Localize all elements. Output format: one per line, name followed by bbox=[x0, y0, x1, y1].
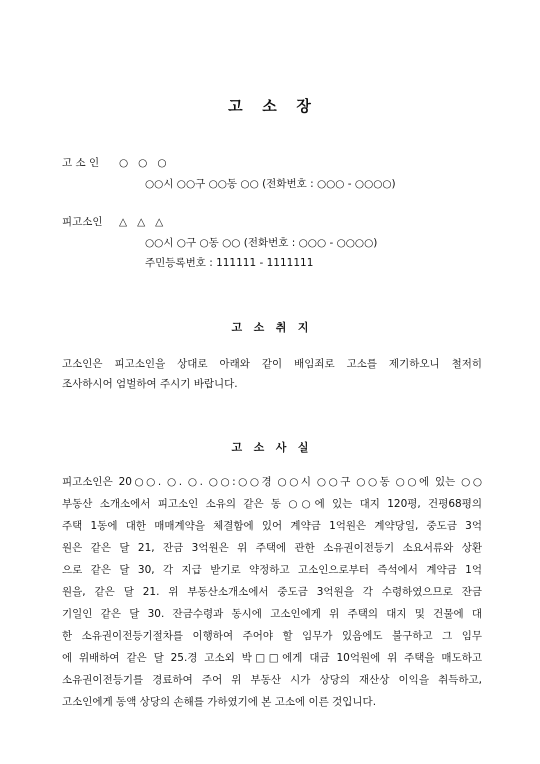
purpose-line: 고소인은 피고소인을 상대로 아래와 같이 배임죄로 고소를 제기하오니 철저히 bbox=[62, 358, 482, 370]
facts-paragraph bbox=[62, 471, 482, 713]
defendant-rrn: 주민등록번호 : 111111 - 1111111 bbox=[145, 257, 314, 269]
purpose-heading: 고 소 취 지 bbox=[231, 321, 309, 334]
complainant-address: ○○시 ○○구 ○○동 ○○ (전화번호 : ○○○ - ○○○○) bbox=[145, 178, 396, 190]
purpose-paragraph bbox=[62, 354, 482, 394]
facts-line: 고소인에게 동액 상당의 손해를 가하였기에 본 고소에 이른 것입니다. bbox=[62, 696, 377, 708]
facts-line: 원을, 같은 달 21. 위 부동산소개소에서 중도금 3억원을 각 수령하였으므로 잔금 bbox=[62, 586, 482, 598]
defendant-label: 피고소인 bbox=[62, 216, 103, 228]
purpose-line: 조사하시어 엄벌하여 주시기 바랍니다. bbox=[62, 378, 238, 390]
facts-line: 피고소인은 20○○. ○. ○. ○○:○○경 ○○시 ○○구 ○○동 ○○에 있는 ○○ bbox=[62, 476, 482, 488]
defendant-address: ○○시 ○구 ○동 ○○ (전화번호 : ○○○ - ○○○○) bbox=[145, 237, 378, 249]
defendant-name: △ △ △ bbox=[119, 216, 164, 228]
facts-line: 으로 같은 달 30, 각 지급 받기로 약정하고 고소인으로부터 즉석에서 계약금 1억 bbox=[62, 564, 482, 576]
facts-heading: 고 소 사 실 bbox=[231, 441, 309, 454]
document-title: 고 소 장 bbox=[228, 97, 312, 115]
facts-line: 원은 같은 달 21, 잔금 3억원은 위 주택에 관한 소유권이전등기 소요서류와 상환 bbox=[62, 542, 482, 554]
facts-line: 기일인 같은 달 30. 잔금수령과 동시에 고소인에게 위 주택의 대지 및 건물에 대 bbox=[62, 608, 482, 620]
facts-line: 소유권이전등기를 경료하여 주어 위 부동산 시가 상당의 재산상 이익을 취득하고, bbox=[62, 674, 482, 686]
facts-line: 부동산 소개소에서 피고소인 소유의 같은 동 ○○에 있는 대지 120평, 건평68평의 bbox=[62, 498, 482, 510]
complainant-name: ○ ○ ○ bbox=[119, 157, 167, 169]
facts-line: 한 소유권이전등기절차를 이행하여 주어야 할 임무가 있음에도 불구하고 그 임무 bbox=[62, 630, 482, 642]
facts-line: 주택 1동에 대한 매매계약을 체결함에 있어 계약금 1억원은 계약당일, 중도금 3억 bbox=[62, 520, 482, 532]
facts-line: 에 위배하여 같은 달 25.경 고소외 박□□에게 대금 10억원에 위 주택을 매도하고 bbox=[62, 652, 482, 664]
complainant-label: 고 소 인 bbox=[62, 157, 100, 169]
